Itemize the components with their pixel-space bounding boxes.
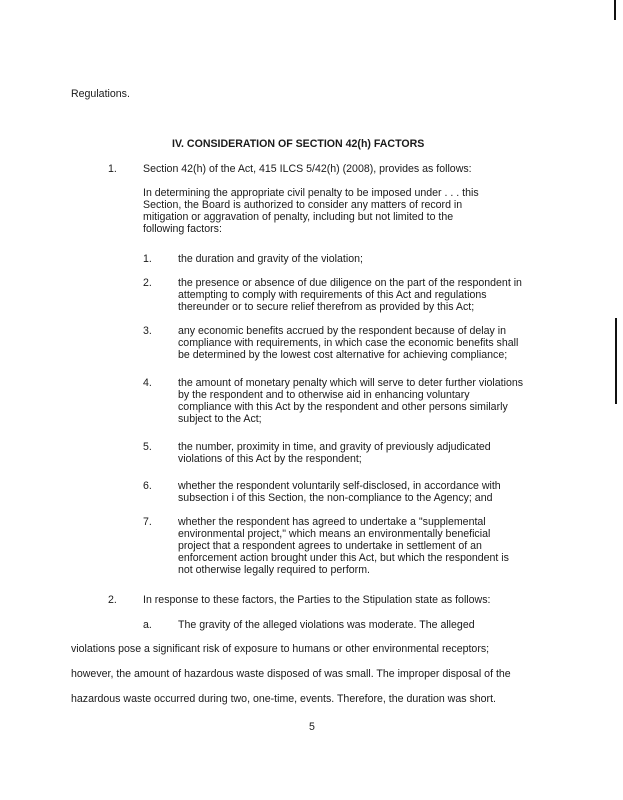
sub-a-body-line: violations pose a significant risk of exposure to humans or other environmental receptors; xyxy=(71,643,490,655)
factor-line: the amount of monetary penalty which will serve to deter further violations xyxy=(178,377,524,389)
sub-a-body-line: hazardous waste occurred during two, one-time, events. Therefore, the duration was short. xyxy=(71,693,496,705)
sub-a-first-line: The gravity of the alleged violations was moderate. The alleged xyxy=(178,619,475,631)
factor-line: subject to the Act; xyxy=(178,413,262,425)
factor-line: attempting to comply with requirements of this Act and regulations xyxy=(178,289,487,301)
factor-line: enforcement action brought under this Act, but which the respondent is xyxy=(178,552,509,564)
section-heading: IV. CONSIDERATION OF SECTION 42(h) FACTORS xyxy=(172,138,425,150)
factor-line: the presence or absence of due diligence on the part of the respondent in xyxy=(178,277,522,289)
factor-line: environmental project," which means an environmentally beneficial xyxy=(178,528,491,540)
para2-text: In response to these factors, the Parties to the Stipulation state as follows: xyxy=(143,594,491,606)
factor-line: compliance with this Act by the respondent and other persons similarly xyxy=(178,401,508,413)
quote-intro-line: Section, the Board is authorized to consider any matters of record in xyxy=(143,199,463,211)
factor-line: any economic benefits accrued by the respondent because of delay in xyxy=(178,325,507,337)
para1-number: 1. xyxy=(108,163,117,175)
factor-line: by the respondent and to otherwise aid in enhancing voluntary xyxy=(178,389,470,401)
scan-edge-mark-top xyxy=(614,0,616,20)
para2-number: 2. xyxy=(108,594,117,606)
factor-number: 2. xyxy=(143,277,152,289)
factor-line: whether the respondent voluntarily self-disclosed, in accordance with xyxy=(178,480,501,492)
quote-intro-line: following factors: xyxy=(143,223,222,235)
factor-line: the duration and gravity of the violation; xyxy=(178,253,363,265)
quote-intro-line: mitigation or aggravation of penalty, including but not limited to the xyxy=(143,211,454,223)
sub-a-letter: a. xyxy=(143,619,152,631)
sub-a-body-line: however, the amount of hazardous waste disposed of was small. The improper disposal of the xyxy=(71,668,511,680)
factor-number: 7. xyxy=(143,516,152,528)
factor-line: the number, proximity in time, and gravity of previously adjudicated xyxy=(178,441,491,453)
factor-line: project that a respondent agrees to undertake in settlement of an xyxy=(178,540,482,552)
factor-line: compliance with requirements, in which case the economic benefits shall xyxy=(178,337,519,349)
factor-line: violations of this Act by the respondent; xyxy=(178,453,362,465)
para1-text: Section 42(h) of the Act, 415 ILCS 5/42(h) (2008), provides as follows: xyxy=(143,163,472,175)
factor-line: thereunder or to secure relief therefrom as provided by this Act; xyxy=(178,301,475,313)
factor-number: 1. xyxy=(143,253,152,265)
factor-line: subsection i of this Section, the non-compliance to the Agency; and xyxy=(178,492,493,504)
page-number: 5 xyxy=(309,721,315,733)
continuation-text: Regulations. xyxy=(71,88,130,100)
factor-number: 6. xyxy=(143,480,152,492)
factor-number: 5. xyxy=(143,441,152,453)
factor-line: whether the respondent has agreed to undertake a "supplemental xyxy=(178,516,486,528)
factor-number: 4. xyxy=(143,377,152,389)
factor-line: not otherwise legally required to perform. xyxy=(178,564,370,576)
factor-line: be determined by the lowest cost alternative for achieving compliance; xyxy=(178,349,508,361)
factor-number: 3. xyxy=(143,325,152,337)
scan-edge-mark-bottom xyxy=(615,318,617,404)
quote-intro-line: In determining the appropriate civil penalty to be imposed under . . . this xyxy=(143,187,479,199)
